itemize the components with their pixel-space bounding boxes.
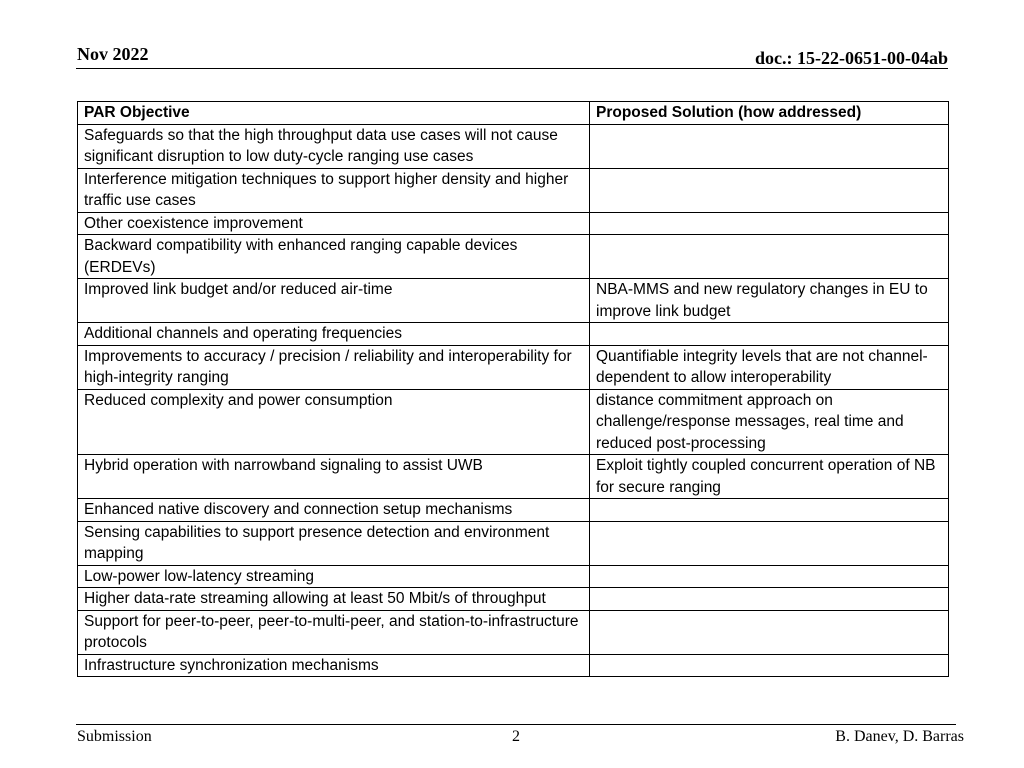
objective-cell: Backward compatibility with enhanced ranging capable devices (ERDEVs) [78, 235, 590, 279]
footer-divider [76, 724, 956, 725]
solution-cell [590, 654, 949, 677]
solution-cell: NBA-MMS and new regulatory changes in EU to improve link budget [590, 279, 949, 323]
column-header-solution: Proposed Solution (how addressed) [590, 102, 949, 125]
objective-cell: Higher data-rate streaming allowing at least 50 Mbit/s of throughput [78, 588, 590, 611]
objective-cell: Infrastructure synchronization mechanisms [78, 654, 590, 677]
table-row [78, 124, 949, 168]
table-row [78, 565, 949, 588]
solution-cell [590, 521, 949, 565]
table-header-row [78, 102, 949, 125]
table-row [78, 455, 949, 499]
solution-cell: Quantifiable integrity levels that are not channel-dependent to allow interoperability [590, 345, 949, 389]
footer-submission-label: Submission [77, 728, 152, 745]
solution-cell [590, 565, 949, 588]
objective-cell: Support for peer-to-peer, peer-to-multi-peer, and station-to-infrastructure protocols [78, 610, 590, 654]
table-row [78, 389, 949, 455]
solution-cell: distance commitment approach on challenge/response messages, real time and reduced post-processing [590, 389, 949, 455]
table-row [78, 499, 949, 522]
table-row [78, 610, 949, 654]
solution-cell: Exploit tightly coupled concurrent operation of NB for secure ranging [590, 455, 949, 499]
solution-cell [590, 323, 949, 346]
objective-cell: Hybrid operation with narrowband signaling to assist UWB [78, 455, 590, 499]
objective-cell: Low-power low-latency streaming [78, 565, 590, 588]
solution-cell [590, 499, 949, 522]
table-row [78, 323, 949, 346]
objective-cell: Enhanced native discovery and connection setup mechanisms [78, 499, 590, 522]
footer-authors: B. Danev, D. Barras [835, 728, 964, 745]
objective-cell: Improved link budget and/or reduced air-time [78, 279, 590, 323]
objective-cell: Other coexistence improvement [78, 212, 590, 235]
objective-cell: Interference mitigation techniques to support higher density and higher traffic use cases [78, 168, 590, 212]
header-doc-id: doc.: 15-22-0651-00-04ab [755, 48, 948, 68]
solution-cell [590, 588, 949, 611]
header-divider [76, 68, 948, 69]
table-row [78, 235, 949, 279]
table-row [78, 654, 949, 677]
objective-cell: Improvements to accuracy / precision / reliability and interoperability for high-integrity ranging [78, 345, 590, 389]
table-row [78, 588, 949, 611]
par-objectives-table [77, 101, 949, 677]
page-number: 2 [512, 728, 520, 745]
solution-cell [590, 168, 949, 212]
table-row [78, 212, 949, 235]
column-header-objective: PAR Objective [78, 102, 590, 125]
table-row [78, 279, 949, 323]
table-row [78, 168, 949, 212]
table-row [78, 521, 949, 565]
table-row [78, 345, 949, 389]
objective-cell: Additional channels and operating frequencies [78, 323, 590, 346]
objective-cell: Safeguards so that the high throughput data use cases will not cause significant disruption to low duty-cycle ranging use cases [78, 124, 590, 168]
solution-cell [590, 235, 949, 279]
solution-cell [590, 610, 949, 654]
objective-cell: Sensing capabilities to support presence detection and environment mapping [78, 521, 590, 565]
header-date: Nov 2022 [77, 44, 149, 64]
solution-cell [590, 212, 949, 235]
solution-cell [590, 124, 949, 168]
objective-cell: Reduced complexity and power consumption [78, 389, 590, 455]
